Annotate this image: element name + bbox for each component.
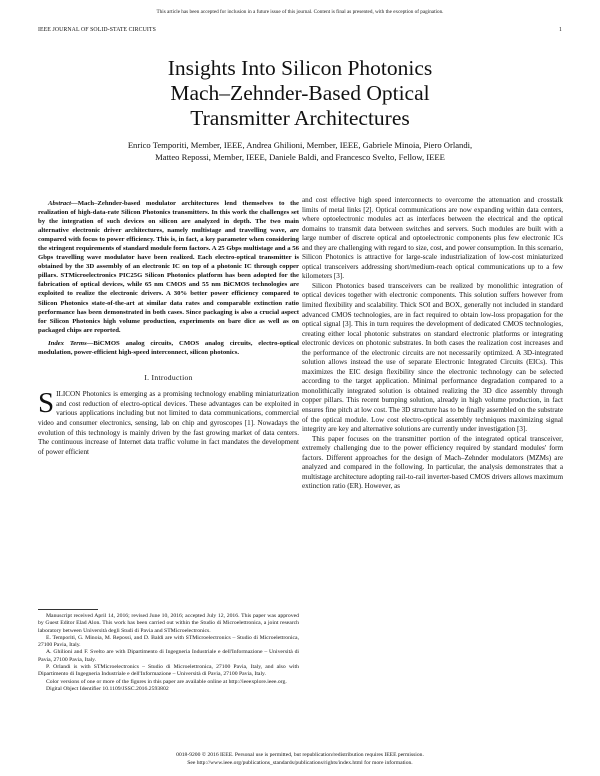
footnotes: [38, 613, 299, 693]
body-paragraph: and cost effective high speed interconnects to overcome the attenuation and crosstalk limits of metal links [2]. Optical communications are now expanding within data centers, where optoelectronic modules act as interfaces between the electrical and the optical domains to transmit data between switches and servers. Such modules are built with a large number of discrete optical and optoelectronic components plus few electronic ICs and they are challenging with regard to size, cost, and power consumption. In this scenario, Silicon Photonics is attractive for large-scale industrialization of low-cost miniaturized optical transceivers addressing short/medium-reach optical communications up to a few kilometers [3].: [302, 196, 563, 281]
drop-cap: S: [38, 387, 55, 420]
body-paragraph: Silicon Photonics based transceivers can be realized by monolithic integration of optical devices together with electronic components. This solution suffers however from limited flexibility and scalability. Thick SOI and BOX, generally not included in standard advanced CMOS technologies, are in fact required to obtain low-loss propagation for the optical signal [3]. This in turn requires the development of dedicated CMOS technologies, creating either local photonic substrates on standard electronic platforms or integrating electronic devices on photonic substrates. In both cases the realization cost increases and the performance of the electronic circuits are not necessarily optimized. A 3D-integrated solution allows instead the use of separate Electronic Integrated Circuits (EICs). This maximizes the EIC design flexibility since the electronic technology can be selected according to the target application. Minimal performance degradation compared to a monolithically integrated solution is obtained realizing the 3D dice assembly through copper pillars. This recent bumping solution, already in high volume production, in fact ensures fine pitch at low cost. The 3D structure has to be finally assembled on the substrate of the optical module. Low cost electro-optical assembly techniques maximizing signal integrity are key and alternative solutions are currently under investigation [3].: [302, 281, 563, 434]
journal-name: IEEE JOURNAL OF SOLID-STATE CIRCUITS: [38, 27, 156, 33]
footnote: P. Orlandi is with STMicroelectronics – Studio di Microelettronica, 27100 Pavia, Italy, and also with Dipartimento di Ingegneria Industriale e dell'Informazione – Università di Pavia, 27100 Pavia, Italy.: [38, 664, 299, 678]
title-line: Mach–Zehnder-Based Optical: [170, 81, 430, 105]
body-paragraph: This paper focuses on the transmitter portion of the integrated optical transceiver, extremely challenging due to the power efficiency required by standard modules' form factors. Different approaches for the design of Mach–Zehnder modulators (MZMs) are analyzed and compared in the following. In particular, the analysis demonstrates that a multistage architecture adopting rail-to-rail inverter-based CMOS drivers allows maximum extinction ratio (ER). However, as: [302, 434, 563, 491]
abstract-label: Abstract—: [48, 200, 78, 207]
footnote: E. Temporiti, G. Minoia, M. Repossi, and D. Baldi are with STMicroelectronics – Studio di Microelettronica, 27100 Pavia, Italy.: [38, 634, 299, 649]
copyright-notice: [0, 752, 600, 767]
copyright-line: 0018-9200 © 2016 IEEE. Personal use is permitted, but republication/redistribution requires IEEE permission.: [176, 752, 424, 758]
title-line: Transmitter Architectures: [190, 106, 410, 130]
author-list: [40, 140, 560, 163]
intro-paragraph: [38, 387, 299, 457]
running-head: [38, 27, 562, 33]
abstract-text: Mach–Zehnder-based modulator architectures lend themselves to the realization of high-data-rate Silicon Photonics transmitters. In this work the challenges set by the integration of such devices on silicon are analyzed in depth. The two main alternative electronic driver architectures, namely multistage and travelling wave, are compared with focus to power efficiency. This is, in fact, a key parameter when considering the stringent requirements of standard module form factors. A 25 Gbps multistage and a 56 Gbps travelling wave modulator have been realized. Each electro-optical transmitter is obtained by the 3D assembly of an electronic IC on top of a photonic IC through copper pillars. STMicroelectronics PIC25G Silicon Photonics platform has been adopted for the fabrication of optical devices, while 65 nm CMOS and 55 nm BiCMOS technologies are exploited to realize the electronic drivers. A 30% better power efficiency compared to Silicon Photonics state-of-the-art at similar data rates and comparable extinction ratio performance has been demonstrated in both cases. Since packaging is also a crucial aspect for Silicon Photonics high volume production, experiments on bare dice as well as on packaged chips are reported.: [38, 200, 299, 334]
section-heading: I. Introduction: [144, 372, 193, 382]
footnote: Digital Object Identifier 10.1109/JSSC.2016.2593802: [46, 685, 169, 692]
footnote-rule: [38, 609, 98, 610]
page-number: 1: [559, 27, 562, 33]
index-terms-label: Index Terms: [48, 339, 87, 347]
footnote: Manuscript received April 14, 2016; revised June 10, 2016; accepted July 12, 2016. This paper was approved by Guest Editor Elad Alon. This work has been carried out within the Studio di Microelettronica, a joint research laboratory between Università degli Studi di Pavia and STMicroelectronics.: [38, 613, 299, 634]
footnote: Color versions of one or more of the figures in this paper are available online at http://ieeexplore.ieee.org.: [46, 678, 287, 685]
left-column: [38, 199, 299, 457]
authors-line: Matteo Repossi, Member, IEEE, Daniele Baldi, and Francesco Svelto, Fellow, IEEE: [155, 151, 445, 162]
title-line: Insights Into Silicon Photonics: [167, 56, 433, 80]
right-column: [302, 196, 563, 492]
copyright-line: See http://www.ieee.org/publications_standards/publications/rights/index.html for more information.: [187, 759, 413, 766]
index-terms-text: —BiCMOS analog circuits, CMOS analog circuits, electro-optical modulation, power-efficient high-speed interconnect, silicon photonics.: [38, 339, 300, 356]
index-terms: [38, 339, 299, 357]
intro-text: ILICON Photonics is emerging as a promising technology enabling miniaturization and cost reduction of electro-optical devices. These advantages can be exploited in various applications including but not limited to data communications, commercial video and consumer electronics, sensing, lab on chip and gyroscopes [1]. Nowadays the evolution of this technology is mainly driven by the fast growing market of data centers. The continuous increase of Internet data traffic volume in fact mandates the development of power efficient: [38, 390, 299, 456]
paper-title: [40, 56, 560, 131]
abstract: [38, 199, 299, 335]
acceptance-note: This article has been accepted for inclusion in a future issue of this journal. Content is final as presented, with the exception of pagination.: [156, 9, 444, 15]
authors-line: Enrico Temporiti, Member, IEEE, Andrea Ghilioni, Member, IEEE, Gabriele Minoia, Piero Orlandi,: [127, 140, 473, 150]
footnote: A. Ghilioni and F. Svelto are with Dipartimento di Ingegneria Industriale e dell'Informazione – Università di Pavia, 27100 Pavia, Italy.: [38, 649, 299, 663]
